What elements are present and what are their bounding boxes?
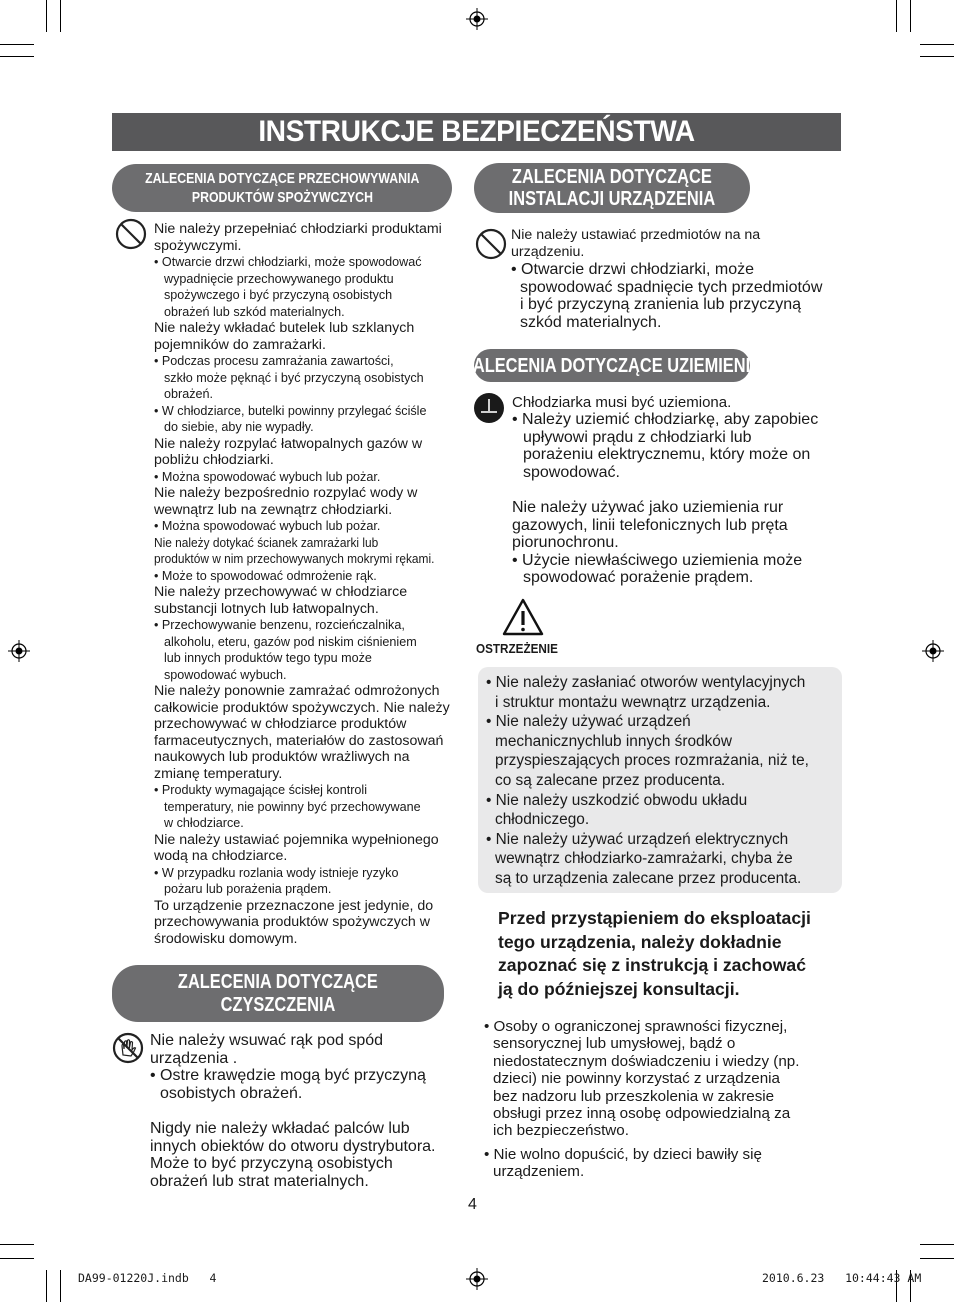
footer-timestamp: 2010.6.23 10:44:43 AM <box>762 1271 922 1285</box>
text-line: chłodniczego. <box>495 811 590 829</box>
text-line: alkoholu, eteru, gazów pod niskim ciśnieniem <box>164 634 417 649</box>
text-line: To urządzenie przeznaczone jest jedynie, do <box>154 897 434 914</box>
text-line: Nie należy przepełniać chłodziarki produktami <box>154 221 442 237</box>
registration-mark-icon <box>466 1268 488 1290</box>
text-line: naukowych lub produktów wrażliwych na <box>154 749 410 765</box>
text-line: farmaceutycznych, materiałów do zastosowań <box>154 732 444 749</box>
text-line: spowodować spadnięcie tych przedmiotów <box>520 278 823 296</box>
storage-instructions <box>154 221 472 947</box>
registration-mark-icon <box>8 640 30 662</box>
grounding-section-heading <box>462 349 762 382</box>
text-line: wypadnięcie przechowywanego produktu <box>164 271 394 286</box>
text-line: • Otwarcie drzwi chłodziarki, może <box>511 261 754 278</box>
text-line: Nie należy ponownie zamrażać odmrożonych <box>154 683 440 699</box>
text-line: lub innych produktów tego typu może <box>164 651 372 665</box>
text-line: • Przechowywanie benzenu, rozcieńczalnika, <box>154 618 405 632</box>
grounding-instructions <box>512 394 852 587</box>
text-line: Nie należy używać jako uziemienia rur <box>512 498 784 516</box>
text-line: wewnątrz lub na zewnątrz chłodziarki. <box>154 501 393 518</box>
cleaning-instructions <box>150 1032 470 1190</box>
text-line: Nie należy przechowywać w chłodziarce <box>154 584 408 600</box>
footer-file-name: DA99-01220J.indb 4 <box>78 1271 217 1285</box>
children-safety-notes <box>484 1018 844 1140</box>
text-line: produktów w nim przechowywanych mokrymi rękami. <box>154 551 435 566</box>
text-line: Nie należy dotykać ścianek zamrażarki lub <box>154 534 379 550</box>
crop-mark <box>46 1270 47 1302</box>
heading-line: ZALECENIA DOTYCZĄCE UZIEMIENIA <box>462 354 762 377</box>
text-line: urządzeniu. <box>511 244 585 260</box>
text-line: urządzenia . <box>150 1049 238 1067</box>
text-line: • W przypadku rozlania wody istnieje ryzyko <box>154 865 399 880</box>
text-line: wewnątrz chłodziarko-zamrażarki, chyba że <box>495 850 793 868</box>
text-line: spożywczego i być przyczyną osobistych <box>164 288 393 302</box>
text-line: piorunochronu. <box>512 534 619 552</box>
install-section-heading <box>474 163 750 213</box>
notice-line: zapoznać się z instrukcją i zachować <box>498 955 807 976</box>
crop-mark <box>920 1258 954 1259</box>
text-line: • Nie należy zasłaniać otworów wentylacyjnych <box>486 674 806 691</box>
text-line: temperatury, nie powinny być przechowywane <box>164 799 421 814</box>
text-line: zmianę temperatury. <box>154 765 283 782</box>
text-line: • Osoby o ograniczonej sprawności fizycznej, <box>484 1018 788 1035</box>
heading-line: ZALECENIA DOTYCZĄCE <box>178 970 378 993</box>
text-line: i struktur montażu wewnątrz urządzenia. <box>495 693 771 711</box>
text-line: pobliżu chłodziarki. <box>154 452 274 468</box>
heading-line: ZALECENIA DOTYCZĄCE PRZECHOWYWANIA <box>144 170 420 187</box>
crop-mark <box>910 0 911 32</box>
text-line: Nie należy bezpośrednio rozpylać wody w <box>154 485 418 501</box>
text-line: Nigdy nie należy wkładać palców lub <box>150 1119 410 1137</box>
text-line: wodą na chłodziarce. <box>154 848 288 864</box>
text-line: przechowywać w chłodziarce produktów <box>154 716 407 732</box>
text-line: osobistych obrażeń. <box>160 1084 303 1102</box>
crop-mark <box>920 1244 954 1245</box>
text-line: spowodować porażenie prądem. <box>523 569 754 587</box>
warning-label: OSTRZEŻENIE <box>476 641 558 656</box>
text-line: niedostatecznym doświadczeniu i wiedzy (np. <box>493 1052 800 1070</box>
prohibition-icon <box>115 218 147 250</box>
warning-instructions <box>486 673 836 889</box>
crop-mark <box>0 56 34 57</box>
text-line: ich bezpieczeństwo. <box>493 1122 629 1140</box>
text-line: • Może to spowodować odmrożenie rąk. <box>154 568 377 583</box>
text-line: pojemników do zamrażarki. <box>154 336 326 353</box>
text-line: • W chłodziarce, butelki powinny przylegać ściśle <box>154 403 427 418</box>
text-line: pożaru lub porażenia prądem. <box>164 882 332 896</box>
warning-triangle-icon <box>502 598 544 636</box>
text-line: szkło może pęknąć i być przyczyną osobistych <box>164 370 424 385</box>
cleaning-section-heading <box>112 965 444 1022</box>
text-line: Nie należy ustawiać przedmiotów na na <box>511 227 761 243</box>
text-line: i być przyczyną zranienia lub przyczyną <box>520 296 802 313</box>
text-line: Nie należy rozpylać łatwopalnych gazów w <box>154 435 423 452</box>
text-line: gazowych, linii telefonicznych lub pręta <box>512 516 788 534</box>
text-line: obrażeń lub szkód materialnych. <box>164 304 345 319</box>
children-play-note <box>484 1146 844 1181</box>
text-line: szkód materialnych. <box>520 313 662 331</box>
text-line: przyspieszających proces rozmrażania, niż te, <box>495 752 809 770</box>
text-line: Nie należy ustawiać pojemnika wypełnionego <box>154 831 439 848</box>
notice-line: Przed przystąpieniem do eksploatacji <box>498 908 811 928</box>
text-line: są to urządzenia zalecane przez producenta. <box>495 869 802 887</box>
no-hands-icon <box>112 1032 144 1064</box>
crop-mark <box>920 56 954 57</box>
storage-section-heading <box>112 164 452 212</box>
text-line: całkowicie produktów spożywczych. Nie należy <box>154 699 450 716</box>
text-line: Nie należy wkładać butelek lub szklanych <box>154 320 415 336</box>
notice-line: tego urządzenia, należy dokładnie <box>498 931 782 952</box>
text-line: innych obiektów do otworu dystrybutora. <box>150 1137 436 1155</box>
crop-mark <box>0 1244 34 1245</box>
text-line: • Należy uziemić chłodziarkę, aby zapobiec <box>512 411 819 428</box>
notice-line: ją do późniejszej konsultacji. <box>498 978 740 999</box>
heading-line: INSTALACJI URZĄDZENIA <box>508 188 716 210</box>
text-line: Nie należy wsuwać rąk pod spód <box>150 1032 384 1049</box>
page-title: INSTRUKCJE BEZPIECZEŃSTWA <box>258 115 695 148</box>
text-line: Może to być przyczyną osobistych <box>150 1155 393 1173</box>
text-line: spożywczymi. <box>154 237 242 254</box>
prohibition-icon <box>475 228 507 260</box>
text-line: dzieci) nie powinny korzystać z urządzenia <box>493 1070 781 1088</box>
text-line: • Podczas procesu zamrażania zawartości, <box>154 354 394 368</box>
text-line: • Nie wolno dopuścić, by dzieci bawiły się <box>484 1146 762 1163</box>
text-line: obrażeń lub strat materialnych. <box>150 1172 369 1190</box>
registration-mark-icon <box>922 640 944 662</box>
text-line: • Produkty wymagające ścisłej kontroli <box>154 783 367 797</box>
install-instructions <box>511 227 851 331</box>
heading-line: ZALECENIA DOTYCZĄCE <box>512 166 712 188</box>
heading-line: PRODUKTÓW SPOŻYWCZYCH <box>191 189 373 206</box>
text-line: • Można spowodować wybuch lub pożar. <box>154 469 381 484</box>
crop-mark <box>60 1270 61 1302</box>
heading-line: CZYSZCZENIA <box>220 993 336 1016</box>
page-title-bar <box>112 113 841 151</box>
text-line: mechanicznychlub innych środków <box>495 732 732 750</box>
text-line: • Można spowodować wybuch lub pożar. <box>154 519 381 533</box>
text-line: • Użycie niewłaściwego uziemienia może <box>512 551 803 569</box>
text-line <box>150 1102 470 1120</box>
text-line: • Nie należy używać urządzeń <box>486 713 691 731</box>
text-line: upływowi prądu z chłodziarki lub <box>523 428 752 446</box>
text-line: obsługi przez inną osobę odpowiedzialną za <box>493 1105 791 1123</box>
text-line: • Nie należy uszkodzić obwodu układu <box>486 791 748 809</box>
crop-mark <box>60 0 61 32</box>
text-line: porażeniu elektrycznemu, który może on <box>523 446 811 464</box>
page-number: 4 <box>468 1196 477 1213</box>
crop-mark <box>920 44 954 45</box>
text-line: urządzeniem. <box>493 1163 585 1181</box>
text-line: w chłodziarce. <box>164 816 244 830</box>
crop-mark <box>0 44 34 45</box>
text-line: spowodować wybuch. <box>164 667 287 682</box>
text-line <box>512 481 852 499</box>
ground-icon <box>473 392 505 424</box>
text-line: co są zalecane przez producenta. <box>495 771 726 789</box>
text-line: substancji lotnych lub łatwopalnych. <box>154 600 379 617</box>
text-line: Chłodziarka musi być uziemiona. <box>512 394 732 411</box>
crop-mark <box>0 1258 34 1259</box>
text-line: środowisku domowym. <box>154 930 298 947</box>
text-line: sensorycznej lub umysłowej, bądź o <box>493 1035 736 1053</box>
text-line: do siebie, aby nie wypadły. <box>164 420 314 434</box>
important-notice <box>498 907 848 1001</box>
text-line: • Ostre krawędzie mogą być przyczyną <box>150 1067 426 1085</box>
text-line: bez nadzoru lub przeszkolenia w zakresie <box>493 1087 775 1105</box>
registration-mark-icon <box>466 8 488 30</box>
text-line: • Otwarcie drzwi chłodziarki, może spowodować <box>154 255 422 269</box>
text-line: • Nie należy używać urządzeń elektrycznych <box>486 830 789 848</box>
text-line: obrażeń. <box>164 387 214 401</box>
text-line: przechowywania produktów spożywczych w <box>154 914 430 930</box>
text-line: spowodować. <box>523 463 620 481</box>
crop-mark <box>896 0 897 32</box>
crop-mark <box>46 0 47 32</box>
